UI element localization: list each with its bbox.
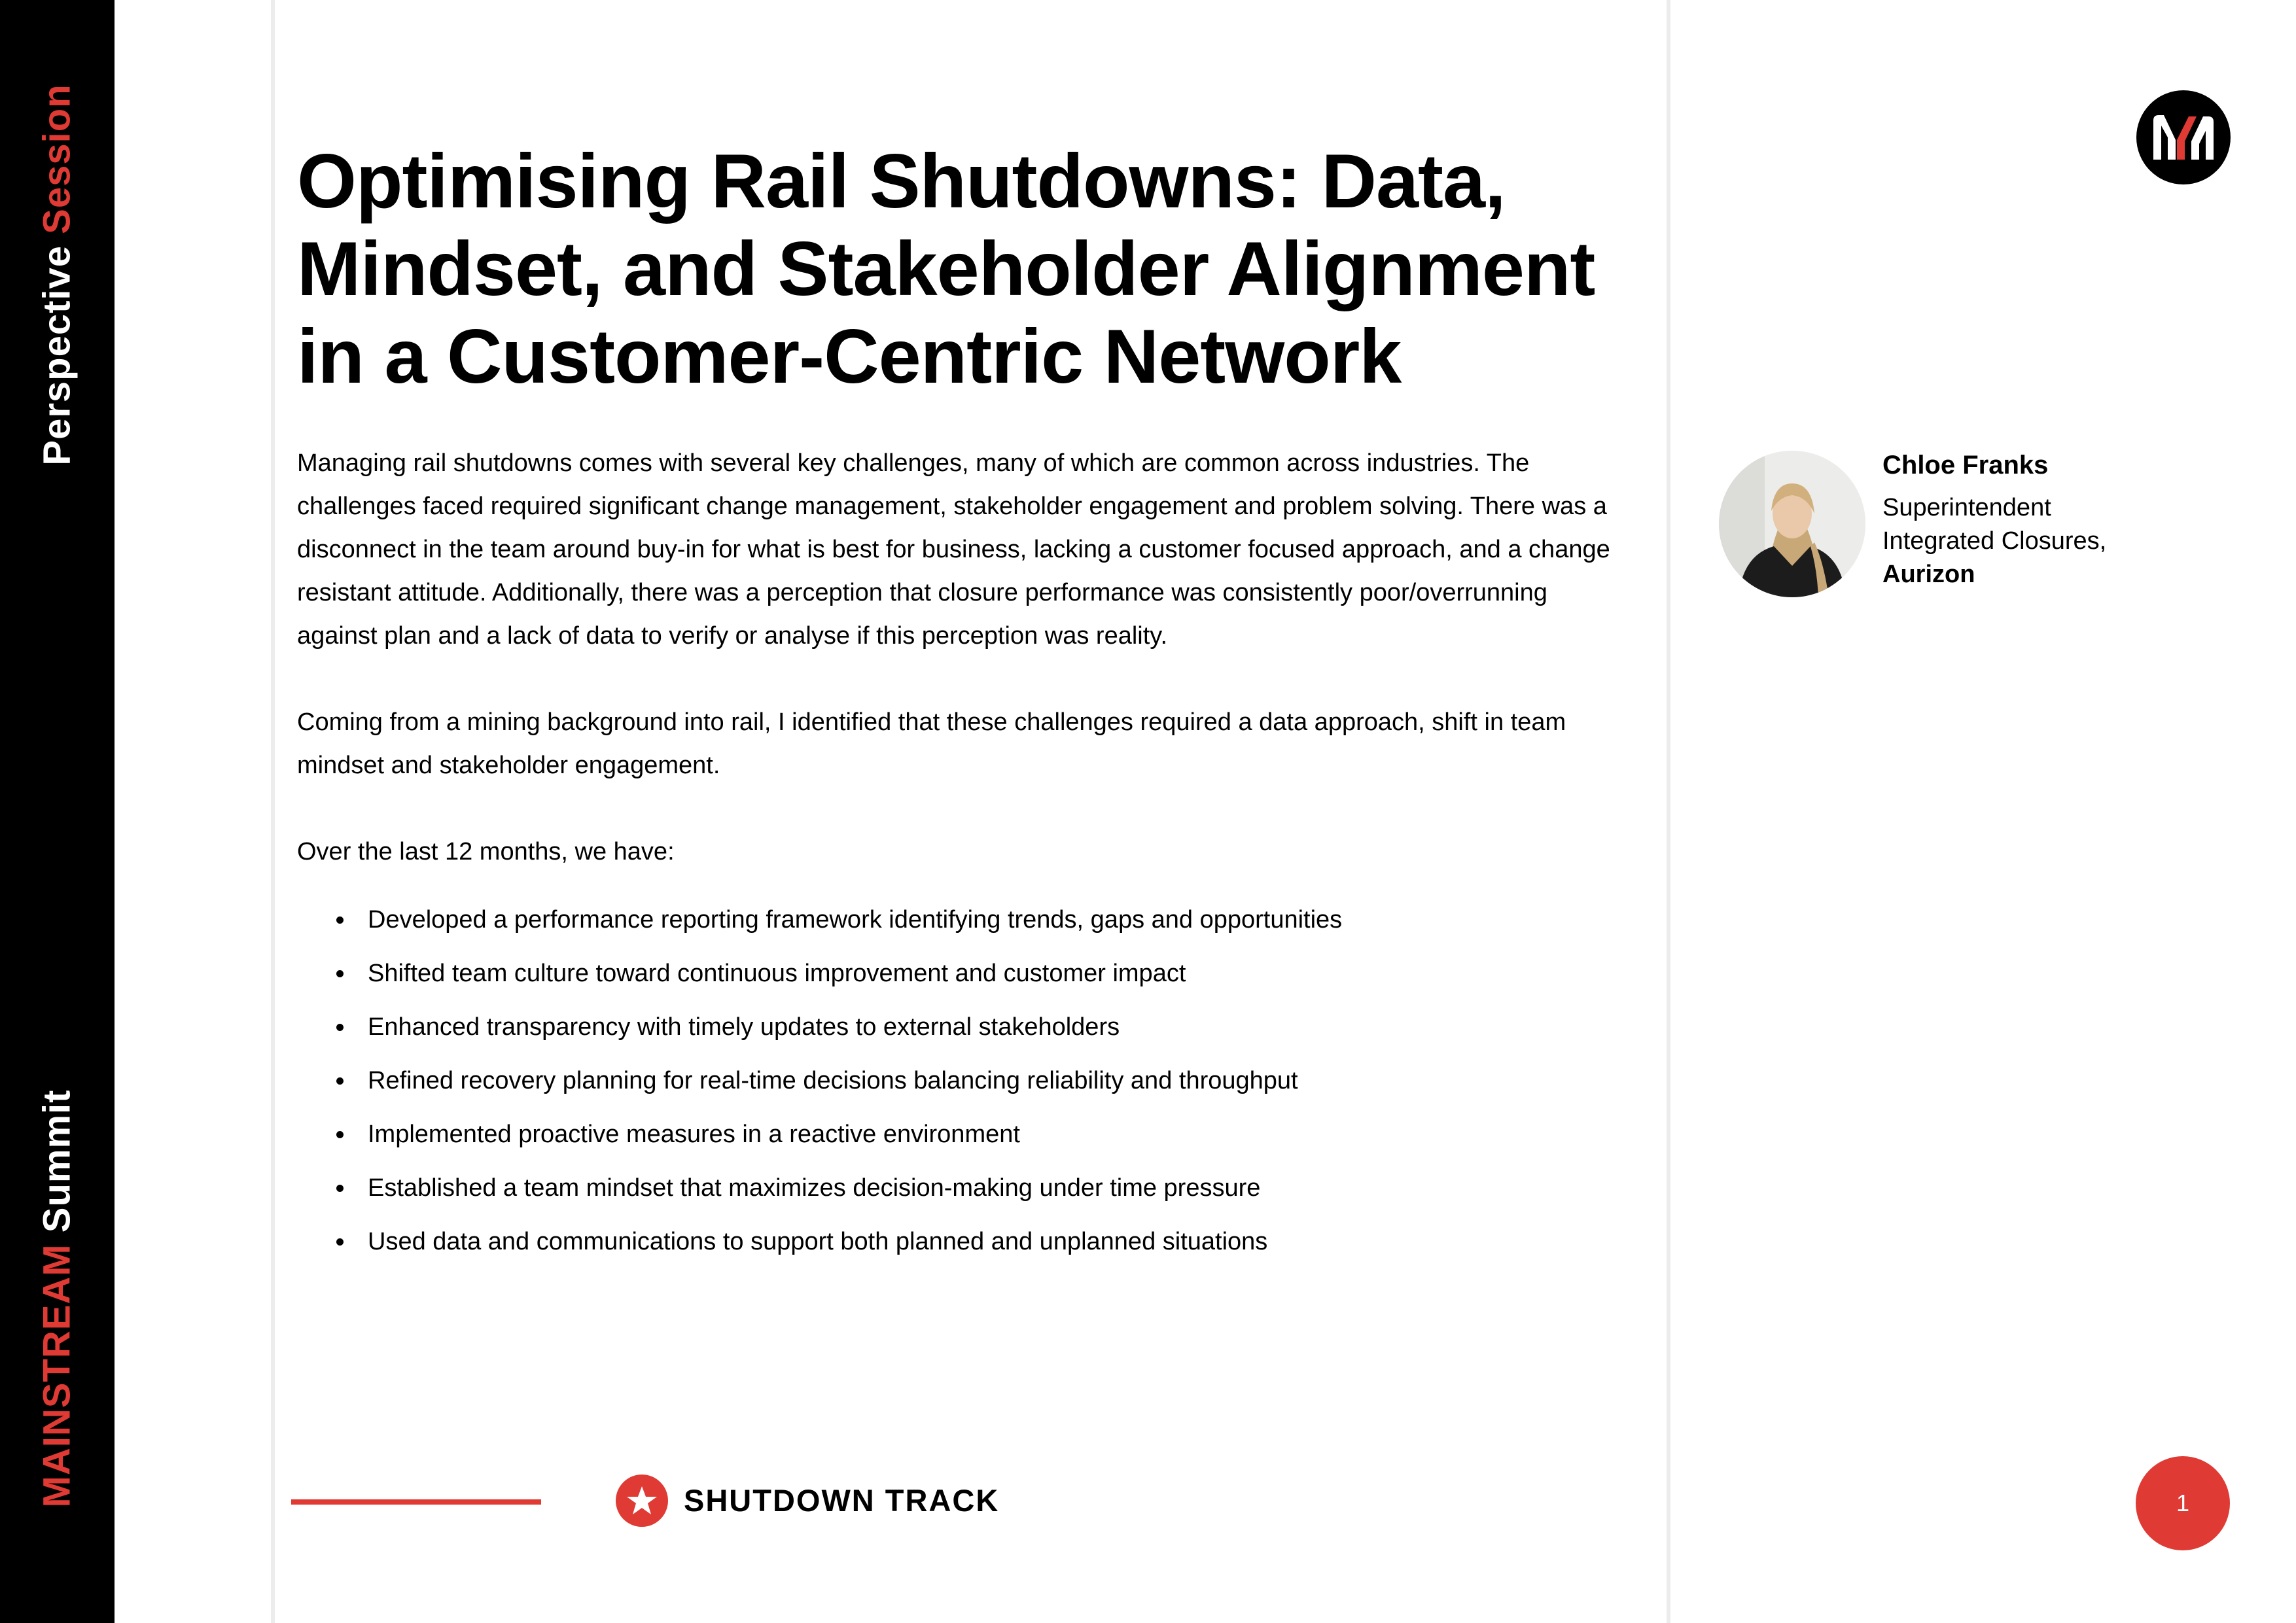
speaker-department: Integrated Closures, (1882, 527, 2107, 555)
speaker-photo (1719, 451, 1865, 597)
speaker-role: Superintendent (1882, 494, 2051, 521)
paragraph-approach: Coming from a mining background into rail, I identified that these challenges required a data approach, shift in team mindset and stakeholder engagement. (297, 708, 1566, 779)
list-item: Shifted team culture toward continuous improvement and customer impact (297, 947, 1612, 1000)
track-divider (291, 1499, 541, 1505)
speaker-avatar (1719, 451, 1865, 597)
session-type-word2: Session (35, 84, 79, 234)
paragraph-list-intro: Over the last 12 months, we have: (297, 838, 675, 865)
page-title: Optimising Rail Shutdowns: Data, Mindset, and Stakeholder Alignment in a Customer-Centric Network (297, 138, 1595, 399)
list-item: Established a team mindset that maximizes decision-making under time pressure (297, 1161, 1612, 1215)
right-divider (1667, 0, 1670, 1623)
page-number: 1 (2176, 1490, 2190, 1516)
star-icon (616, 1475, 668, 1527)
event-name-label (35, 1090, 79, 1508)
logo-mark (2149, 111, 2217, 164)
list-item: Implemented proactive measures in a reactive environment (297, 1108, 1612, 1161)
achievements-list (297, 893, 1612, 1268)
list-item: Developed a performance reporting framework identifying trends, gaps and opportunities (297, 893, 1612, 947)
star-glyph (626, 1484, 658, 1517)
track-label: SHUTDOWN TRACK (684, 1483, 1000, 1518)
left-divider (271, 0, 275, 1623)
speaker-name: Chloe Franks (1882, 451, 2049, 480)
session-description (297, 442, 1612, 1268)
paragraph-challenges: Managing rail shutdowns comes with several key challenges, many of which are common across industries. The challenges faced required significant change management, stakeholder engagement and problem solving. There was a disconnect in the team around buy-in for what is best for business, lacking a customer focused approach, and a change resistant attitude. Additionally, there was a perception that closure performance was consistently poor/overrunning against plan and a lack of data to verify or analyse if this perception was reality. (297, 449, 1610, 650)
event-name-word1: MAINSTREAM (35, 1244, 79, 1508)
page-number-badge (2136, 1456, 2230, 1550)
speaker-info (1882, 447, 2249, 591)
sidebar (0, 0, 115, 1623)
list-item: Refined recovery planning for real-time decisions balancing reliability and throughput (297, 1054, 1612, 1108)
mainstream-logo-icon (2136, 90, 2231, 184)
event-name-word2: Summit (35, 1089, 79, 1233)
speaker-organisation: Aurizon (1882, 561, 1975, 588)
session-type-label (35, 84, 79, 465)
session-type-word1: Perspective (35, 245, 79, 466)
list-item: Enhanced transparency with timely updates to external stakeholders (297, 1000, 1612, 1054)
list-item: Used data and communications to support both planned and unplanned situations (297, 1215, 1612, 1268)
